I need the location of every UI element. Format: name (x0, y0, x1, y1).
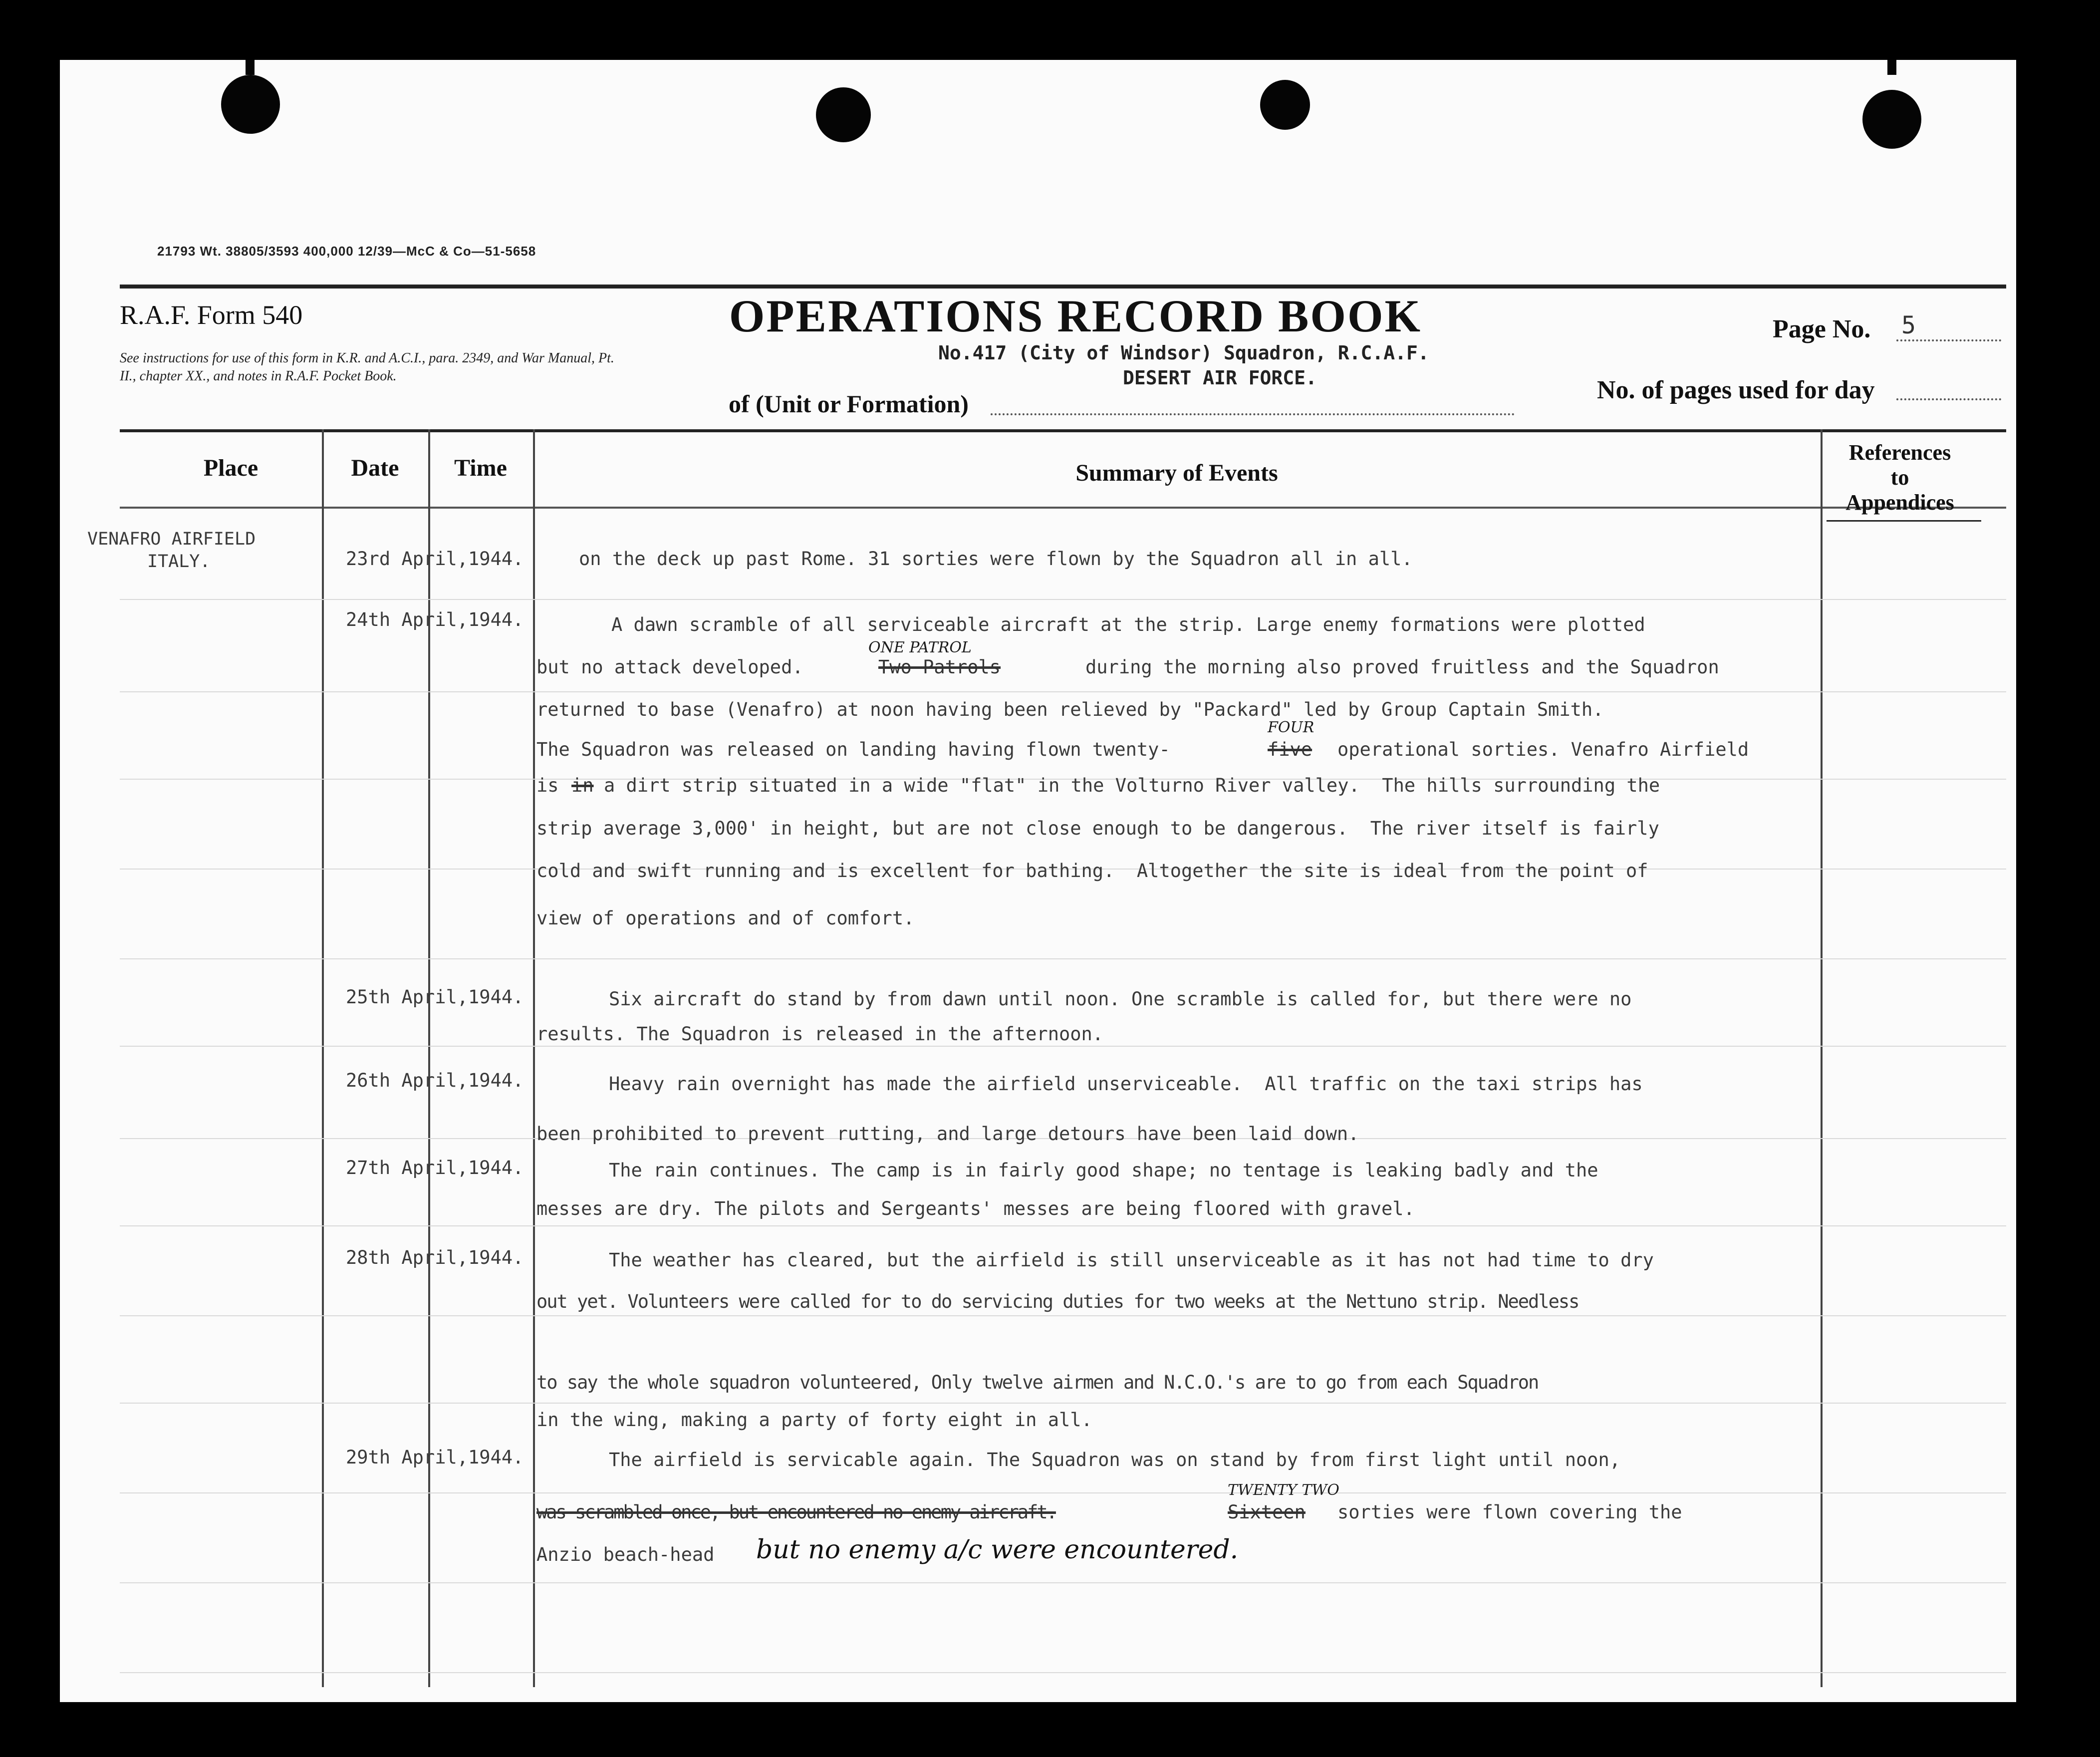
binder-slit (1887, 60, 1896, 75)
unit-line-2: DESERT AIR FORCE. (1123, 367, 1317, 389)
struck-text: in (571, 775, 594, 796)
column-header-summary: Summary of Events (1075, 460, 1278, 486)
summary-line: to say the whole squadron volunteered, Only twelve airmen and N.C.O.'s are to go from each Squadron (536, 1372, 1539, 1393)
col-divider-time (533, 429, 535, 1687)
column-header-references: References to Appendices (1845, 440, 1954, 515)
header-rule-top (120, 285, 2006, 289)
entry-date: 24th April,1944. (346, 609, 524, 630)
binder-slit (246, 60, 255, 75)
handwritten-correction: TWENTY TWO (1228, 1481, 1339, 1499)
column-header-place: Place (203, 455, 259, 481)
entry-date: 27th April,1944. (346, 1157, 524, 1178)
summary-line: a dirt strip situated in a wide "flat" in the Volturno River valley. The hills surrounding the (604, 775, 1660, 796)
summary-line: on the deck up past Rome. 31 sorties were flown by the Squadron all in all. (579, 548, 1413, 570)
punch-hole (1260, 80, 1310, 130)
summary-line: been prohibited to prevent rutting, and large detours have been laid down. (536, 1123, 1359, 1145)
summary-line: The rain continues. The camp is in fairly good shape; no tentage is leaking badly and the (609, 1160, 1598, 1181)
form-instructions: See instructions for use of this form in K.R. and A.C.I., para. 2349, and War Manual, Pt. II., chapter XX., and notes in R.A.F. Pocket Book. (120, 350, 614, 384)
summary-line: The airfield is servicable again. The Squadron was on stand by from first light until noon, (609, 1449, 1621, 1470)
page-number-label: Page No. (1773, 315, 1871, 343)
col-divider-summary (1821, 429, 1823, 1687)
column-header-date: Date (351, 455, 399, 481)
summary-line: Anzio beach-head (536, 1544, 715, 1565)
struck-text: Sixteen (1228, 1501, 1306, 1523)
summary-line: A dawn scramble of all serviceable aircraft at the strip. Large enemy formations were plotted (611, 614, 1645, 635)
summary-line: is (536, 775, 559, 796)
handwritten-note: but no enemy a/c were encountered. (756, 1535, 1239, 1565)
summary-line: results. The Squadron is released in the afternoon. (536, 1023, 1104, 1045)
summary-line: strip average 3,000' in height, but are not close enough to be dangerous. The river itself is fairly (536, 818, 1659, 839)
summary-line: The Squadron was released on landing having flown twenty- (536, 739, 1170, 760)
punch-hole (816, 87, 871, 142)
table-rule-top (120, 429, 2006, 432)
summary-line: The weather has cleared, but the airfield is still unserviceable as it has not had time to dry (609, 1249, 1654, 1271)
summary-line: during the morning also proved fruitless and the Squadron (1085, 656, 1719, 678)
page-title: OPERATIONS RECORD BOOK (729, 291, 1422, 341)
summary-line: messes are dry. The pilots and Sergeants' messes are being floored with gravel. (536, 1198, 1415, 1219)
handwritten-correction: ONE PATROL (868, 639, 972, 656)
page-number-dots (1896, 339, 2001, 341)
summary-line: cold and swift running and is excellent for bathing. Altogether the site is ideal from the point of (536, 860, 1648, 881)
summary-line: returned to base (Venafro) at noon having been relieved by "Packard" led by Group Captain Smith. (536, 699, 1604, 720)
entry-date: 26th April,1944. (346, 1070, 524, 1091)
references-underline (1827, 520, 1981, 522)
place-line-2: ITALY. (147, 552, 211, 572)
column-header-time: Time (454, 455, 507, 481)
unit-dots (991, 413, 1515, 415)
entry-date: 25th April,1944. (346, 986, 524, 1008)
document-page (60, 60, 2016, 1702)
place-line-1: VENAFRO AIRFIELD (87, 529, 256, 549)
summary-line: Six aircraft do stand by from dawn until noon. One scramble is called for, but there were no (609, 988, 1632, 1010)
printer-code: 21793 Wt. 38805/3593 400,000 12/39—McC & Co—51-5658 (157, 244, 536, 259)
summary-line: Heavy rain overnight has made the airfield unserviceable. All traffic on the taxi strips has (609, 1073, 1643, 1095)
handwritten-correction: FOUR (1268, 719, 1314, 736)
entry-date: 28th April,1944. (346, 1247, 524, 1268)
punch-hole (221, 75, 280, 134)
pages-used-label: No. of pages used for day (1597, 376, 1875, 404)
unit-line-1: No.417 (City of Windsor) Squadron, R.C.A.F. (938, 342, 1429, 364)
summary-line: sorties were flown covering the (1337, 1501, 1682, 1523)
entry-date: 29th April,1944. (346, 1447, 524, 1468)
summary-line: operational sorties. Venafro Airfield (1337, 739, 1749, 760)
table-rule-header (120, 507, 2006, 509)
entry-date: 23rd April,1944. (346, 548, 524, 570)
summary-line: view of operations and of comfort. (536, 907, 915, 929)
struck-text: five (1268, 739, 1312, 760)
punch-hole (1862, 90, 1921, 149)
form-number: R.A.F. Form 540 (120, 300, 303, 330)
col-divider-place (322, 429, 324, 1687)
page-number-value: 5 (1901, 311, 1916, 339)
pages-used-dots (1896, 398, 2001, 400)
unit-label: of (Unit or Formation) (729, 390, 969, 418)
struck-text: Two Patrols (878, 656, 1001, 678)
summary-line: out yet. Volunteers were called for to do servicing duties for two weeks at the Nettuno strip. Needless (536, 1291, 1579, 1312)
summary-line: but no attack developed. (536, 656, 803, 678)
struck-text: was scrambled once, but encountered no enemy aircraft. (536, 1501, 1056, 1523)
summary-line: in the wing, making a party of forty eight in all. (536, 1409, 1092, 1431)
